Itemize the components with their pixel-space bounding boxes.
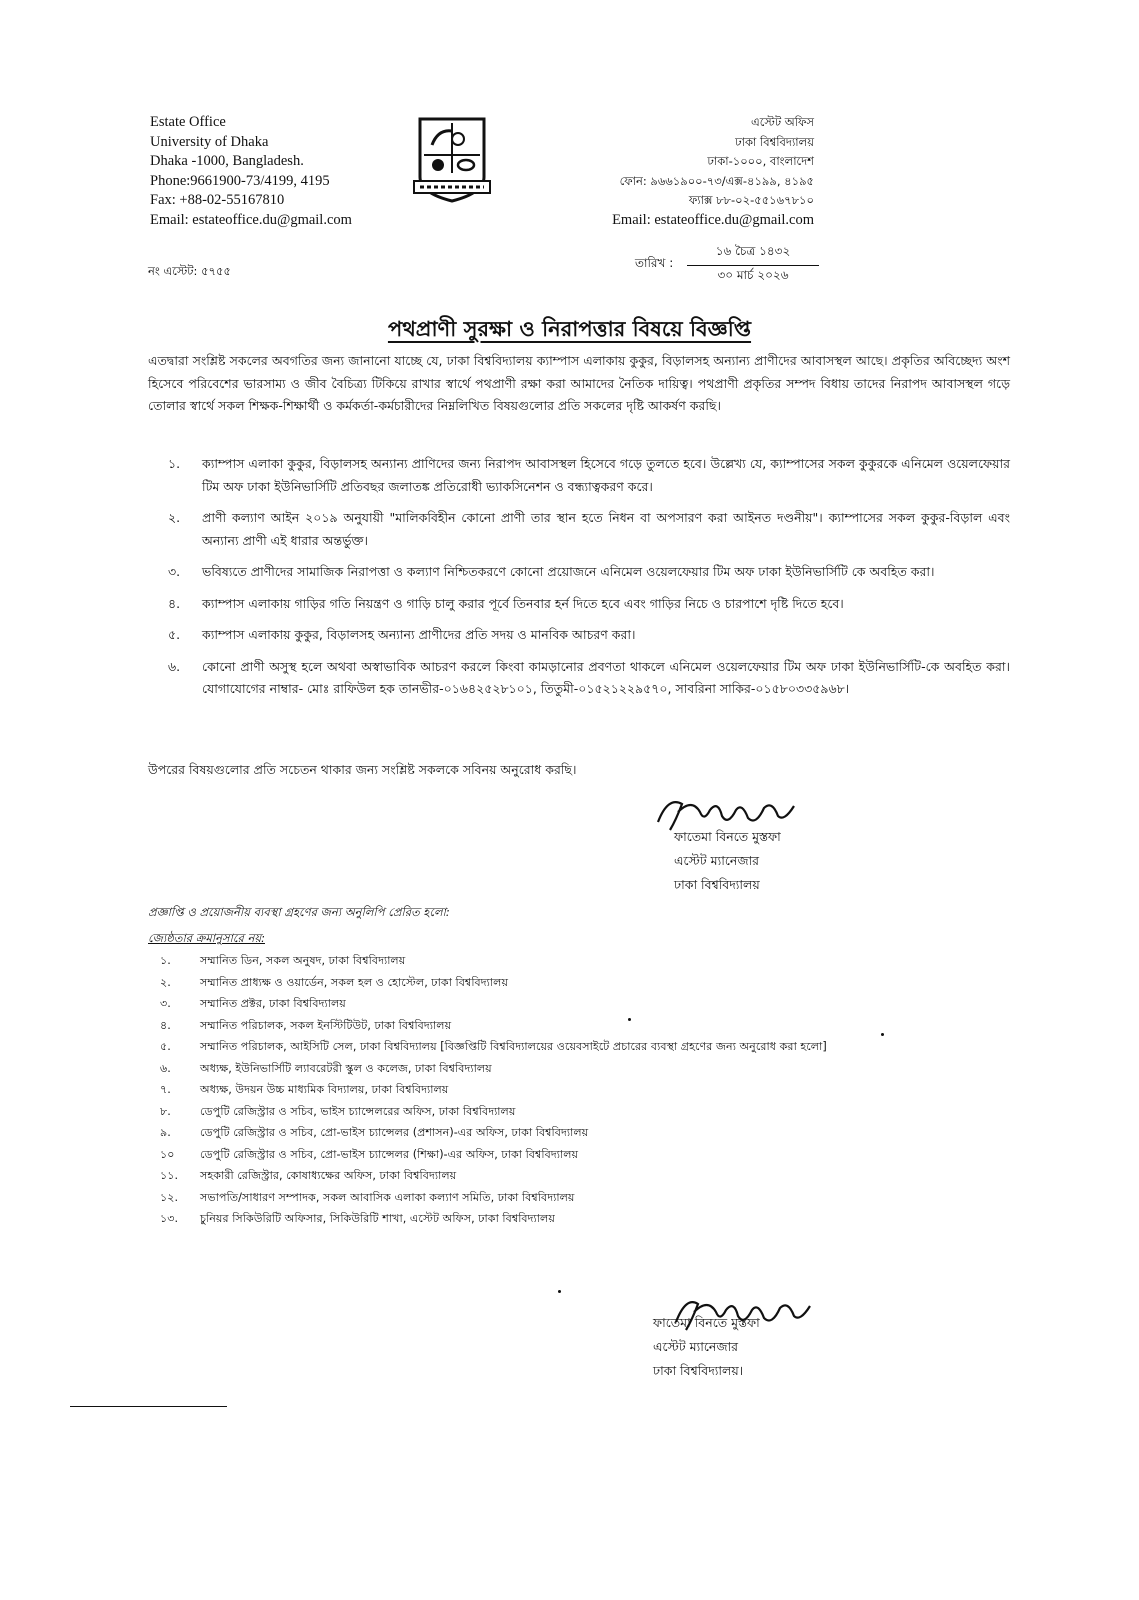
list-item xyxy=(148,1079,1010,1101)
english-fax: Fax: +88-02-55167810 xyxy=(150,192,285,208)
date-bangla: ১৬ চৈত্র ১৪৩২ xyxy=(687,243,819,266)
item-number: ৫. xyxy=(168,627,181,642)
item-number: ৮. xyxy=(160,1104,171,1118)
list-item xyxy=(148,656,1010,701)
item-text: ক্যাম্পাস এলাকায় কুকুর, বিড়ালসহ অন্যান্য প্রাণীদের প্রতি সদয় ও মানবিক আচরণ করা। xyxy=(202,627,636,642)
list-item xyxy=(148,1122,1010,1144)
notice-title-text: পথপ্রাণী সুরক্ষা ও নিরাপত্তার বিষয়ে বিজ্ঞপ্তি xyxy=(387,317,752,341)
closing-request: উপরের বিষয়গুলোর প্রতি সচেতন থাকার জন্য সংশ্লিষ্ট সকলকে সবিনয় অনুরোধ করছি। xyxy=(148,762,577,777)
bangla-university: ঢাকা বিশ্ববিদ্যালয় xyxy=(735,134,814,149)
item-number: ৫. xyxy=(160,1040,171,1053)
university-logo-icon xyxy=(412,115,492,207)
stray-dot xyxy=(628,1018,631,1021)
english-address: Dhaka -1000, Bangladesh. xyxy=(150,153,304,169)
reference-number: নং এস্টেট: ৫৭৫৫ xyxy=(148,264,231,278)
signatory-name: ফাতেমা বিনতে মুস্তফা xyxy=(674,829,781,844)
list-item xyxy=(148,1058,1010,1080)
list-item xyxy=(148,1144,1010,1166)
english-university: University of Dhaka xyxy=(150,133,269,150)
item-text: সম্মানিত পরিচালক, সকল ইনস্টিটিউট, ঢাকা বিশ্ববিদ্যালয় xyxy=(200,1018,452,1032)
item-number: ৬. xyxy=(168,658,181,674)
item-number: ৬. xyxy=(160,1061,171,1075)
item-text: কোনো প্রাণী অসুস্থ হলে অথবা অস্বাভাবিক আচরণ করলে কিংবা কামড়ানোর প্রবণতা থাকলে এনিমেল ওয়েলফেয়ার টিম অফ ঢাকা ইউনিভার্সিটি-কে অবহিত করা। যোগাযোগের নাম্বার- মোঃ রাফিউল হক তানভীর-০১৬৪২৫২৮১০১, তিতুমী-০১৫২১২২৯৫৭০, সাবরিনা সাকির-০১৫৮০৩৩৫৯৬৮। xyxy=(202,658,1010,696)
item-text: ডেপুটি রেজিস্ট্রার ও সচিব, ভাইস চ্যান্সেলরের অফিস, ঢাকা বিশ্ববিদ্যালয় xyxy=(200,1104,516,1118)
item-text: অধ্যক্ষ, ইউনিভার্সিটি ল্যাবরেটরী স্কুল ও কলেজ, ঢাকা বিশ্ববিদ্যালয় xyxy=(200,1061,492,1075)
list-item xyxy=(148,1208,1010,1230)
item-text: সম্মানিত ডিন, সকল অনুষদ, ঢাকা বিশ্ববিদ্যালয় xyxy=(200,954,406,967)
bangla-address: ঢাকা-১০০০, বাংলাদেশ xyxy=(707,154,814,168)
list-item xyxy=(148,950,1010,972)
item-number: ২. xyxy=(160,975,171,989)
item-number: ৭. xyxy=(160,1083,171,1096)
list-item xyxy=(148,1165,1010,1187)
item-text: সম্মানিত প্রক্টর, ঢাকা বিশ্ববিদ্যালয় xyxy=(200,997,346,1010)
bangla-fax: ফ্যাক্স ৮৮-০২-৫৫১৬৭৮১০ xyxy=(688,193,814,207)
item-number: ৪. xyxy=(168,595,181,611)
item-number: ১. xyxy=(160,954,171,967)
footer-rule xyxy=(70,1406,227,1407)
item-number: ১২. xyxy=(160,1190,179,1204)
list-item xyxy=(148,993,1010,1015)
item-text: অধ্যক্ষ, উদয়ন উচ্চ মাধ্যমিক বিদ্যালয়, ঢাকা বিশ্ববিদ্যালয় xyxy=(200,1083,449,1096)
list-item xyxy=(148,507,1010,552)
date-label: তারিখ : xyxy=(635,256,674,270)
date-block xyxy=(635,243,825,287)
item-text: ক্যাম্পাস এলাকায় গাড়ির গতি নিয়ন্ত্রণ ও গাড়ি চালু করার পূর্বে তিনবার হর্ন দিতে হবে এবং গাড়ির নিচে ও চারপাশে দৃষ্টি দিতে হবে। xyxy=(202,595,844,611)
item-number: ৪. xyxy=(160,1018,171,1032)
copy-recipient-list xyxy=(148,950,1010,1230)
signatory-org: ঢাকা বিশ্ববিদ্যালয়। xyxy=(653,1363,744,1378)
english-phone: Phone:9661900-73/4199, 4195 xyxy=(150,172,330,189)
item-number: ২. xyxy=(168,510,181,525)
copy-order-note: জ্যেষ্ঠতার ক্রমানুসারে নয়: xyxy=(148,931,265,945)
list-item xyxy=(148,1101,1010,1123)
item-text: চুনিয়র সিকিউরিটি অফিসার, সিকিউরিটি শাখা, এস্টেট অফিস, ঢাকা বিশ্ববিদ্যালয় xyxy=(200,1212,555,1225)
item-text: ডেপুটি রেজিস্ট্রার ও সচিব, প্রো-ভাইস চ্যান্সেলর (প্রশাসন)-এর অফিস, ঢাকা বিশ্ববিদ্যালয় xyxy=(200,1126,589,1139)
item-number: ১১. xyxy=(160,1169,179,1182)
signatory-block-end xyxy=(653,1311,760,1383)
list-item xyxy=(148,593,1010,616)
bangla-email: Email: estateoffice.du@gmail.com xyxy=(612,211,814,228)
english-office: Estate Office xyxy=(150,114,226,130)
list-item xyxy=(148,1187,1010,1209)
item-text: সহকারী রেজিস্ট্রার, কোষাধ্যক্ষের অফিস, ঢাকা বিশ্ববিদ্যালয় xyxy=(200,1169,457,1182)
stray-dot xyxy=(881,1033,884,1036)
item-text: ভবিষ্যতে প্রাণীদের সামাজিক নিরাপত্তা ও কল্যাণ নিশ্চিতকরণে কোনো প্রয়োজনে এনিমেল ওয়েলফেয়ার টিম অফ ঢাকা ইউনিভার্সিটি কে অবহিত করা। xyxy=(202,564,935,579)
item-number: ১. xyxy=(168,456,181,471)
bangla-office: এস্টেট অফিস xyxy=(751,115,814,129)
list-item xyxy=(148,1036,1010,1058)
item-number: ৯. xyxy=(160,1126,171,1139)
instruction-list xyxy=(148,453,1010,710)
item-number: ৩. xyxy=(160,997,171,1010)
item-number: ৩. xyxy=(168,564,181,579)
signatory-designation: এস্টেট ম্যানেজার xyxy=(674,853,760,868)
english-letterhead xyxy=(150,113,410,230)
signatory-name: ফাতেমা বিনতে মুস্তফা xyxy=(653,1315,760,1330)
copy-intro: প্রজ্ঞাপ্তি ও প্রয়োজনীয় ব্যবস্থা গ্রহণের জন্য অনুলিপি প্রেরিত হলো: xyxy=(148,905,450,919)
item-number: ১৩. xyxy=(160,1212,179,1225)
item-text: প্রাণী কল্যাণ আইন ২০১৯ অনুযায়ী "মালিকবিহীন কোনো প্রাণী তার স্থান হতে নিধন বা অপসারণ করা আইনত দণ্ডনীয়"। ক্যাম্পাসের সকল কুকুর-বিড়াল এবং অন্যান্য প্রাণী এই ধারার অন্তর্ভুক্ত। xyxy=(202,510,1010,548)
bangla-phone: ফোন: ৯৬৬১৯০০-৭৩/এক্স-৪১৯৯, ৪১৯৫ xyxy=(619,173,814,188)
bangla-letterhead xyxy=(554,113,814,230)
english-email: Email: estateoffice.du@gmail.com xyxy=(150,211,352,228)
list-item xyxy=(148,561,1010,584)
signatory-designation: এস্টেট ম্যানেজার xyxy=(653,1339,739,1354)
item-text: ডেপুটি রেজিস্ট্রার ও সচিব, প্রো-ভাইস চ্যান্সেলর (শিক্ষা)-এর অফিস, ঢাকা বিশ্ববিদ্যালয় xyxy=(200,1147,579,1161)
list-item xyxy=(148,453,1010,498)
list-item xyxy=(148,624,1010,647)
list-item xyxy=(148,972,1010,994)
item-number: ১০ xyxy=(160,1147,175,1161)
date-gregorian: ৩০ মার্চ ২০২৬ xyxy=(717,268,789,282)
signatory-block xyxy=(674,825,781,897)
item-text: ক্যাম্পাস এলাকা কুকুর, বিড়ালসহ অন্যান্য প্রাণিদের জন্য নিরাপদ আবাসস্থল হিসেবে গড়ে তুলতে হবে। উল্লেখ্য যে, ক্যাম্পাসের সকল কুকুরকে এনিমেল ওয়েলফেয়ার টিম অফ ঢাকা ইউনিভার্সিটি প্রতিবছর জলাতঙ্ক প্রতিরোধী ভ্যাকসিনেশন ও বন্ধ্যাত্বকরণ করে। xyxy=(202,456,1010,494)
item-text: সম্মানিত প্রাধ্যক্ষ ও ওয়ার্ডেন, সকল হল ও হোস্টেল, ঢাকা বিশ্ববিদ্যালয় xyxy=(200,975,509,989)
stray-dot xyxy=(558,1290,561,1293)
item-text: সভাপতি/সাধারণ সম্পাদক, সকল আবাসিক এলাকা কল্যাণ সমিতি, ঢাকা বিশ্ববিদ্যালয় xyxy=(200,1190,575,1204)
signatory-org: ঢাকা বিশ্ববিদ্যালয় xyxy=(674,877,760,892)
intro-paragraph: এতদ্বারা সংশ্লিষ্ট সকলের অবগতির জন্য জানানো যাচ্ছে যে, ঢাকা বিশ্ববিদ্যালয় ক্যাম্পাস এলাকায় কুকুর, বিড়ালসহ অন্যান্য প্রাণীদের আবাসস্থল আছে। প্রকৃতির অবিচ্ছেদ্য অংশ হিসেবে পরিবেশের ভারসাম্য ও জীব বৈচিত্র্য টিকিয়ে রাখার স্বার্থে পথপ্রাণী রক্ষা করা আমাদের নৈতিক দায়িত্ব। পথপ্রাণী প্রকৃতির সম্পদ বিধায় তাদের নিরাপদ আবাসস্থল গড়ে তোলার স্বার্থে সকল শিক্ষক-শিক্ষার্থী ও কর্মকর্তা-কর্মচারীদের নিম্নলিখিত বিষয়গুলোর প্রতি সকলের দৃষ্টি আকর্ষণ করছি। xyxy=(148,353,1010,413)
notice-title xyxy=(0,313,1139,348)
item-text: সম্মানিত পরিচালক, আইসিটি সেল, ঢাকা বিশ্ববিদ্যালয় [বিজ্ঞপ্তিটি বিশ্ববিদ্যালয়ের ওয়েবসাইটে প্রচারের ব্যবস্থা গ্রহণের জন্য অনুরোধ করা হলো] xyxy=(200,1040,827,1053)
